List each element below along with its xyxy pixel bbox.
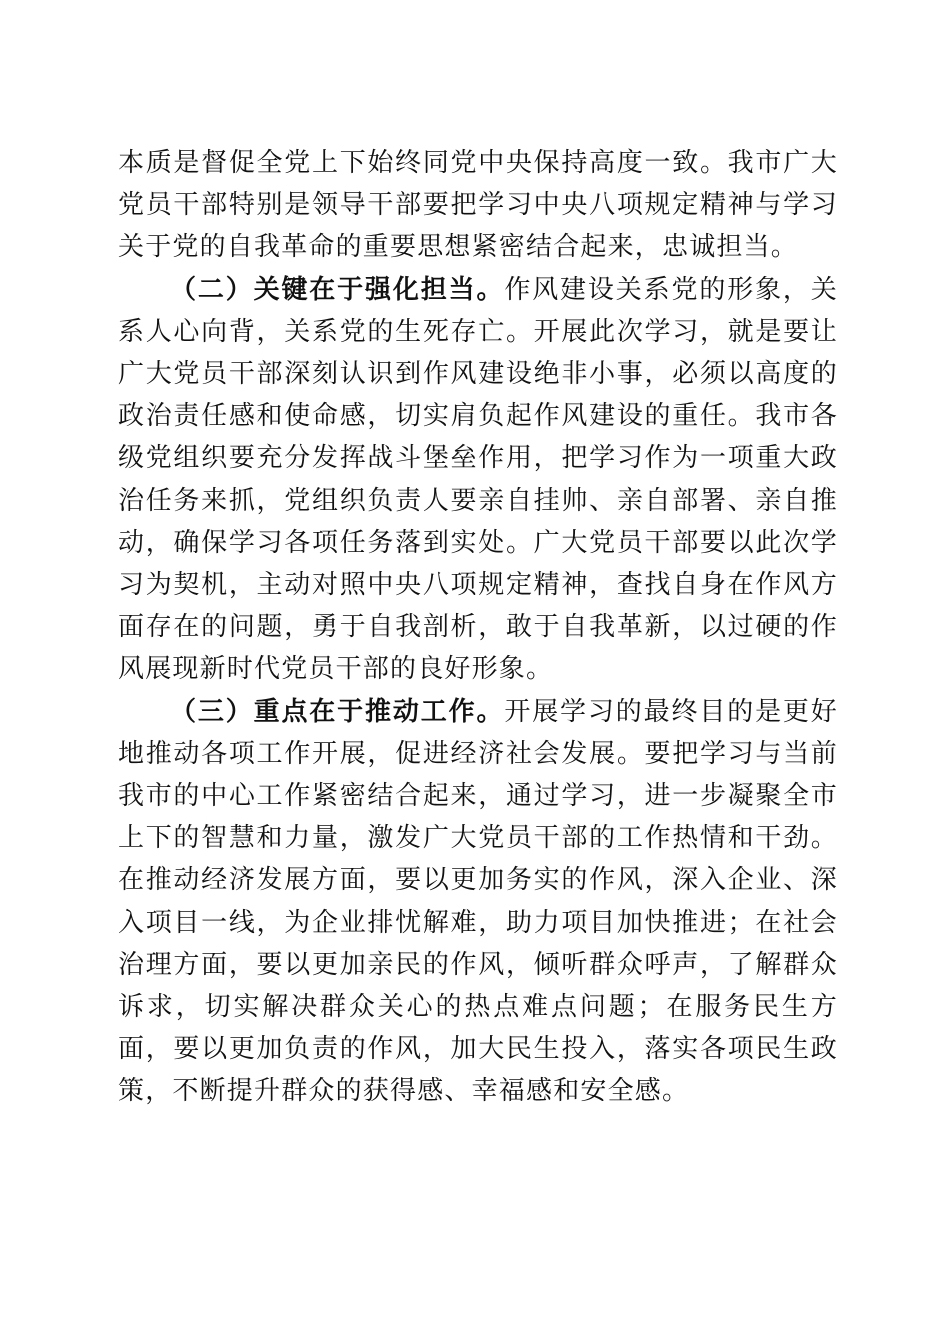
paragraph-text: 本质是督促全党上下始终同党中央保持高度一致。我市广大党员干部特别是领导干部要把学习中央八项规定精神与学习关于党的自我革命的重要思想紧密结合起来，忠诚担当。 bbox=[118, 148, 838, 263]
section-heading: （三）重点在于推动工作。 bbox=[170, 696, 505, 727]
paragraph-continuation bbox=[118, 142, 838, 269]
document-body bbox=[118, 142, 838, 1113]
paragraph-section-3 bbox=[118, 691, 838, 1113]
paragraph-section-2 bbox=[118, 269, 838, 691]
section-heading: （二）关键在于强化担当。 bbox=[170, 274, 505, 305]
paragraph-text: 作风建设关系党的形象，关系人心向背，关系党的生死存亡。开展此次学习，就是要让广大党员干部深刻认识到作风建设绝非小事，必须以高度的政治责任感和使命感，切实肩负起作风建设的重任。我市各级党组织要充分发挥战斗堡垒作用，把学习作为一项重大政治任务来抓，党组织负责人要亲自挂帅、亲自部署、亲自推动，确保学习各项任务落到实处。广大党员干部要以此次学习为契机，主动对照中央八项规定精神，查找自身在作风方面存在的问题，勇于自我剖析，敢于自我革新，以过硬的作风展现新时代党员干部的良好形象。 bbox=[118, 274, 838, 685]
paragraph-text: 开展学习的最终目的是更好地推动各项工作开展，促进经济社会发展。要把学习与当前我市的中心工作紧密结合起来，通过学习，进一步凝聚全市上下的智慧和力量，激发广大党员干部的工作热情和干劲。在推动经济发展方面，要以更加务实的作风，深入企业、深入项目一线，为企业排忧解难，助力项目加快推进；在社会治理方面，要以更加亲民的作风，倾听群众呼声，了解群众诉求，切实解决群众关心的热点难点问题；在服务民生方面，要以更加负责的作风，加大民生投入，落实各项民生政策，不断提升群众的获得感、幸福感和安全感。 bbox=[118, 696, 838, 1107]
